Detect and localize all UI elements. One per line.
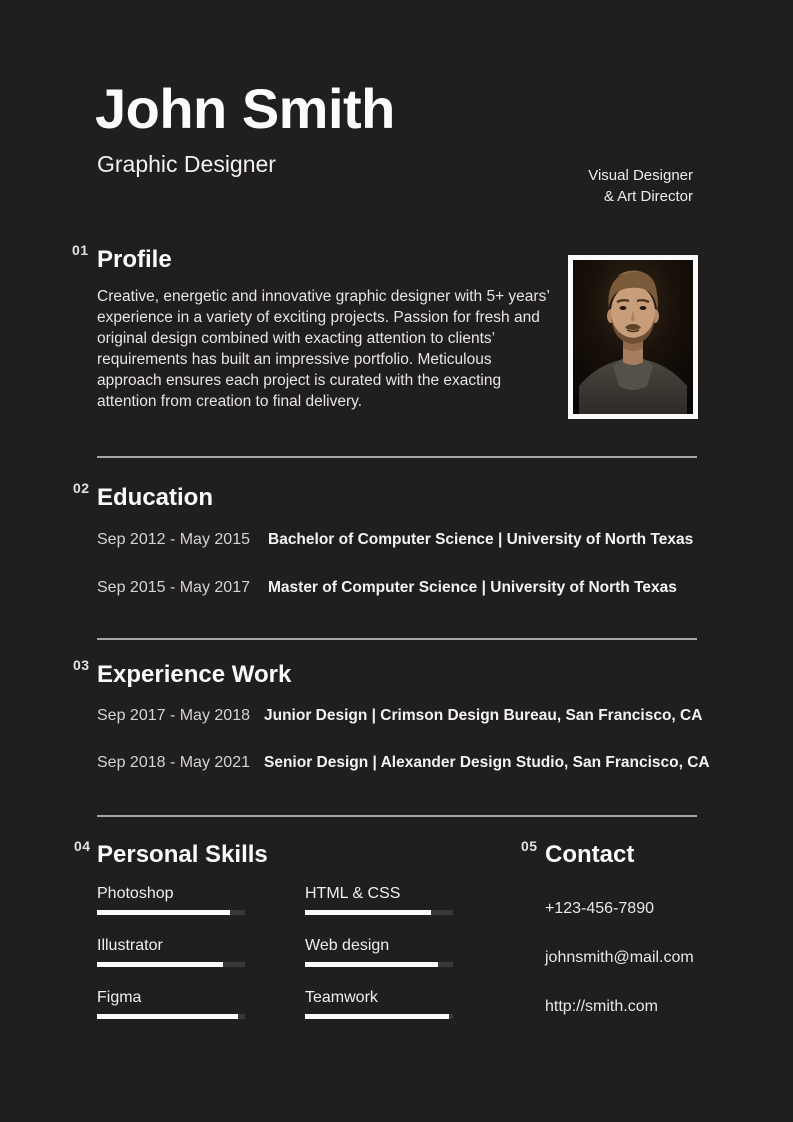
skill-bar-fill — [97, 1014, 238, 1019]
contact-list — [545, 900, 694, 1016]
skills-grid — [97, 885, 453, 1019]
skill-item-figma — [97, 989, 245, 1019]
skill-label: Web design — [305, 937, 390, 954]
education-dates: Sep 2015 - May 2017 — [97, 579, 250, 596]
experience-dates: Sep 2018 - May 2021 — [97, 754, 250, 771]
contact-phone: +123-456-7890 — [545, 900, 654, 917]
skill-label: Photoshop — [97, 885, 174, 902]
section-heading-education: Education — [97, 484, 214, 511]
section-heading-profile: Profile — [97, 246, 172, 273]
portrait-photo — [568, 255, 698, 419]
section-number-education: 02 — [73, 480, 90, 496]
section-heading-experience: Experience Work — [97, 661, 292, 688]
skill-bar-fill — [305, 962, 438, 967]
section-number-contact: 05 — [521, 838, 538, 854]
skill-label: Teamwork — [305, 989, 378, 1006]
skill-item-illustrator — [97, 937, 245, 967]
skill-label: Figma — [97, 989, 142, 1006]
skill-item-web-design — [305, 937, 453, 967]
skill-bar-track — [305, 962, 453, 967]
section-divider — [97, 456, 697, 458]
skill-item-teamwork — [305, 989, 453, 1019]
skill-bar-fill — [305, 910, 431, 915]
section-heading-contact: Contact — [545, 841, 635, 868]
section-divider — [97, 815, 697, 817]
tagline-line-2: & Art Director — [603, 188, 693, 205]
person-job-title: Graphic Designer — [97, 151, 276, 177]
tagline-line-1: Visual Designer — [588, 167, 693, 184]
skill-bar-fill — [97, 910, 230, 915]
skill-item-photoshop — [97, 885, 245, 915]
experience-description: Junior Design | Crimson Design Bureau, San Francisco, CA — [264, 707, 703, 724]
skill-bar-track — [97, 1014, 245, 1019]
experience-description: Senior Design | Alexander Design Studio, San Francisco, CA — [264, 754, 710, 771]
skill-bar-track — [97, 962, 245, 967]
skill-bar-fill — [305, 1014, 449, 1019]
tagline — [588, 165, 693, 207]
section-divider — [97, 638, 697, 640]
section-number-experience: 03 — [73, 657, 90, 673]
skill-bar-fill — [97, 962, 223, 967]
contact-email: johnsmith@mail.com — [545, 949, 694, 966]
experience-dates: Sep 2017 - May 2018 — [97, 707, 250, 724]
section-number-skills: 04 — [74, 838, 91, 854]
experience-row — [97, 754, 737, 774]
education-description: Bachelor of Computer Science | University of North Texas — [268, 531, 694, 548]
person-name: John Smith — [95, 77, 395, 140]
skill-item-html-css — [305, 885, 453, 915]
education-row — [97, 579, 737, 599]
skill-bar-track — [97, 910, 245, 915]
experience-row — [97, 707, 737, 727]
education-dates: Sep 2012 - May 2015 — [97, 531, 250, 548]
skill-bar-track — [305, 910, 453, 915]
education-description: Master of Computer Science | University of North Texas — [268, 579, 677, 596]
contact-website: http://smith.com — [545, 998, 658, 1015]
skill-label: Illustrator — [97, 937, 163, 954]
section-number-profile: 01 — [72, 242, 89, 258]
section-heading-skills: Personal Skills — [97, 841, 268, 868]
skill-bar-track — [305, 1014, 453, 1019]
portrait-photo-illustration — [573, 260, 693, 414]
skill-label: HTML & CSS — [305, 885, 401, 902]
education-row — [97, 531, 737, 551]
profile-paragraph: Creative, energetic and innovative graphic designer with 5+ years’ experience in a variety of exciting projects. Passion for fresh and original design combined with exacting attention to clients’ requirements has built an impressive portfolio. Meticulous approach ensures each project is curated with the exacting attention from creation to final delivery. — [97, 288, 550, 410]
